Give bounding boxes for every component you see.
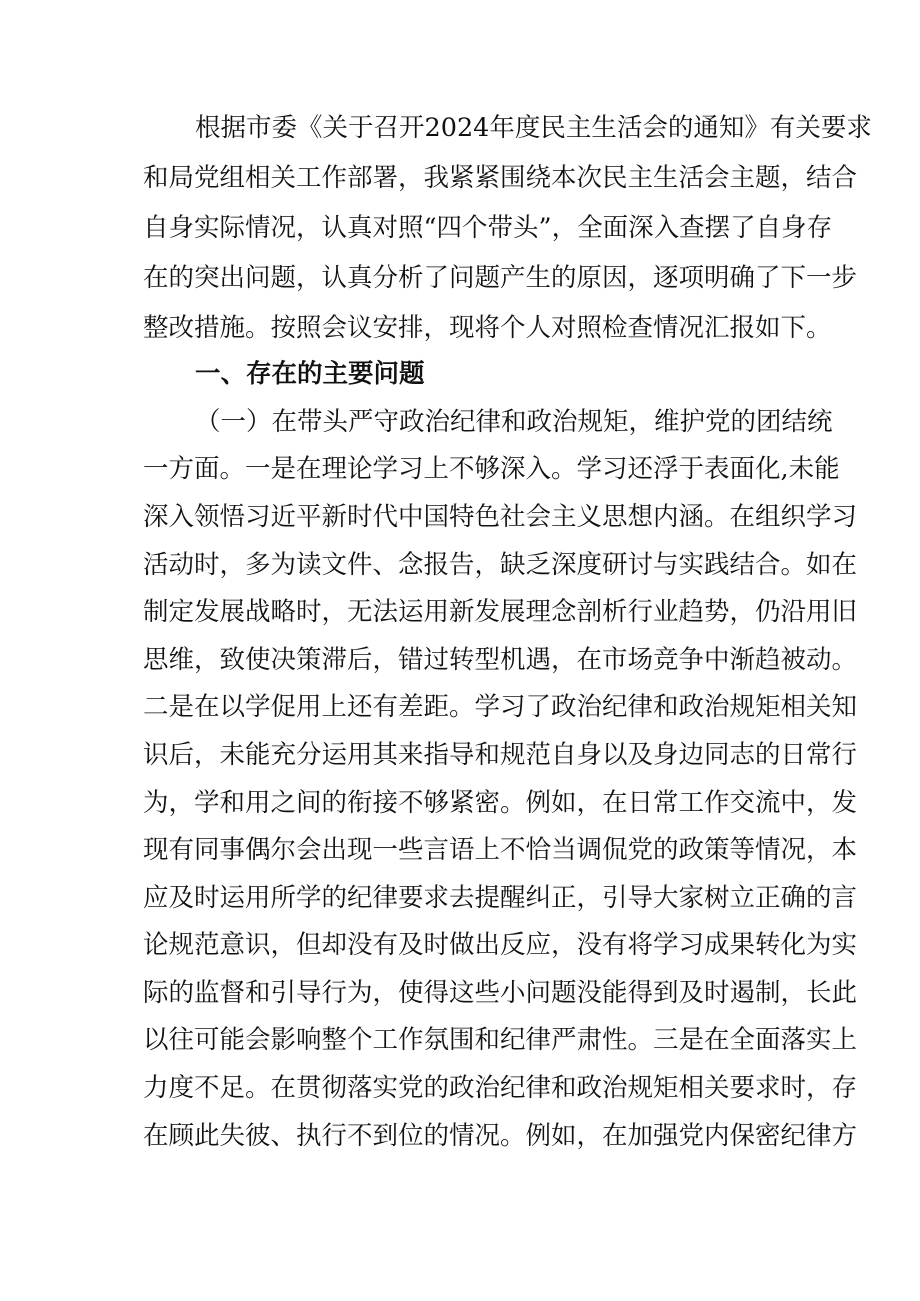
body-line-1: （一）在带头严守政治纪律和政治规矩，维护党的团结统 bbox=[195, 407, 833, 437]
body-line-13: 际的监督和引导行为，使得这些小问题没能得到及时遏制，长此 bbox=[143, 978, 858, 1008]
body-line-8: 识后，未能充分运用其来指导和规范自身以及身边同志的日常行 bbox=[143, 740, 858, 770]
body-line-10: 现有同事偶尔会出现一些言语上不恰当调侃党的政策等情况，本 bbox=[143, 835, 858, 865]
body-line-15: 力度不足。在贯彻落实党的政治纪律和政治规矩相关要求时，存 bbox=[143, 1073, 858, 1103]
body-line-12: 论规范意识，但却没有及时做出反应，没有将学习成果转化为实 bbox=[143, 930, 858, 960]
intro-line-4: 在的突出问题，认真分析了问题产生的原因，逐项明确了下一步 bbox=[143, 263, 858, 293]
body-line-7: 二是在以学促用上还有差距。学习了政治纪律和政治规矩相关知 bbox=[143, 692, 858, 722]
intro-line-3: 自身实际情况，认真对照“四个带头”，全面深入查摆了自身存 bbox=[143, 213, 833, 243]
intro-line-5: 整改措施。按照会议安排，现将个人对照检查情况汇报如下。 bbox=[143, 313, 832, 343]
body-line-3: 深入领悟习近平新时代中国特色社会主义思想内涵。在组织学习 bbox=[143, 502, 858, 532]
intro-line-1: 根据市委《关于召开2024年度民主生活会的通知》有关要求 bbox=[195, 113, 872, 143]
intro-line-2: 和局党组相关工作部署，我紧紧围绕本次民主生活会主题，结合 bbox=[143, 163, 858, 193]
body-line-4: 活动时，多为读文件、念报告，缺乏深度研讨与实践结合。如在 bbox=[143, 550, 858, 580]
body-line-6: 思维，致使决策滞后，错过转型机遇，在市场竞争中渐趋被动。 bbox=[143, 645, 858, 675]
body-line-16: 在顾此失彼、执行不到位的情况。例如，在加强党内保密纪律方 bbox=[143, 1121, 858, 1151]
section-heading: 一、存在的主要问题 bbox=[195, 359, 425, 389]
body-line-2: 一方面。一是在理论学习上不够深入。学习还浮于表面化,未能 bbox=[143, 454, 840, 484]
body-line-5: 制定发展战略时，无法运用新发展理念剖析行业趋势，仍沿用旧 bbox=[143, 597, 858, 627]
body-line-9: 为，学和用之间的衔接不够紧密。例如，在日常工作交流中，发 bbox=[143, 788, 858, 818]
body-line-14: 以往可能会影响整个工作氛围和纪律严肃性。三是在全面落实上 bbox=[143, 1025, 858, 1055]
body-line-11: 应及时运用所学的纪律要求去提醒纠正，引导大家树立正确的言 bbox=[143, 883, 858, 913]
